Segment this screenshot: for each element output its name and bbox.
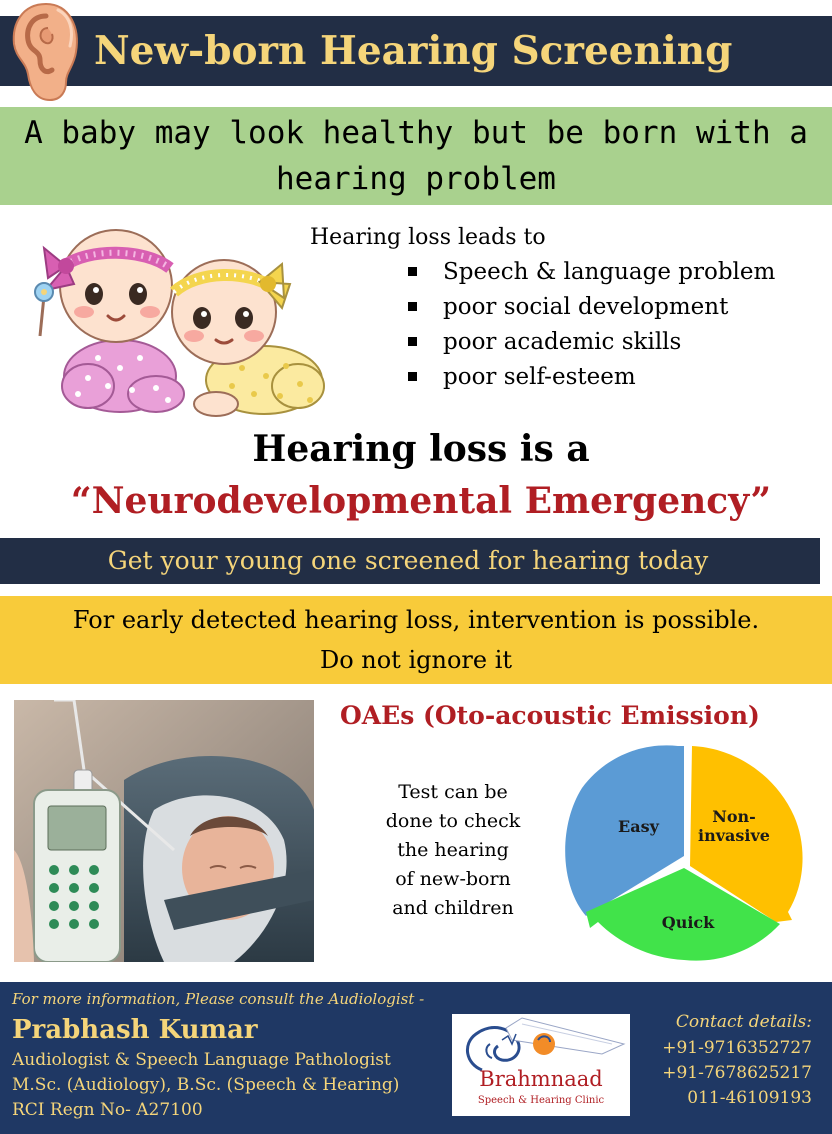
credential-line: RCI Regn No- A27100	[12, 1100, 203, 1120]
contact-label: Contact details:	[675, 1012, 812, 1032]
phone-number[interactable]: 011-46109193	[687, 1088, 812, 1108]
cycle-label-easy: Easy	[618, 817, 659, 836]
bullet-icon	[408, 302, 417, 311]
list-item-text: poor social development	[443, 294, 729, 320]
yellow-banner-text	[0, 600, 832, 680]
green-banner-line-2: hearing problem	[276, 161, 556, 197]
clinic-logo-icon	[452, 1014, 630, 1074]
list-item-text: Speech & language problem	[443, 259, 776, 285]
footer-intro: For more information, Please consult the Audiologist -	[12, 990, 425, 1008]
cycle-label-non-invasive-1: Non-	[712, 807, 756, 826]
oae-description-line: of new-born	[395, 868, 511, 890]
page-title: New-born Hearing Screening	[94, 28, 733, 74]
oae-title: OAEs (Oto-acoustic Emission)	[340, 701, 760, 730]
effects-list	[402, 255, 775, 395]
oae-description-line: and children	[392, 897, 514, 919]
clinic-logo-subtitle: Speech & Hearing Clinic	[477, 1095, 605, 1106]
cycle-label-quick: Quick	[661, 913, 715, 932]
audiologist-name: Prabhash Kumar	[12, 1015, 258, 1045]
ear-icon	[6, 0, 84, 104]
babies-illustration	[28, 208, 328, 426]
newborn-screening-photo	[14, 700, 314, 962]
phone-number[interactable]: +91-7678625217	[662, 1063, 812, 1083]
oae-description	[360, 778, 546, 923]
oae-description-line: done to check	[385, 810, 521, 832]
oae-description-line: Test can be	[398, 781, 508, 803]
list-item	[402, 360, 775, 395]
oae-description-line: the hearing	[397, 839, 509, 861]
list-item	[402, 290, 775, 325]
credential-line: M.Sc. (Audiology), B.Sc. (Speech & Hearing)	[12, 1075, 400, 1095]
screening-bar-text: Get your young one screened for hearing today	[107, 546, 709, 575]
phone-number[interactable]: +91-9716352727	[662, 1038, 812, 1058]
pink-baby	[35, 230, 184, 412]
list-item-text: poor self-esteem	[443, 364, 636, 390]
bullet-icon	[408, 267, 417, 276]
list-item	[402, 325, 775, 360]
list-item-text: poor academic skills	[443, 329, 682, 355]
green-banner-text	[0, 110, 832, 202]
yellow-baby	[172, 260, 324, 416]
oae-benefits-cycle	[560, 736, 810, 962]
cycle-label-non-invasive-2: invasive	[698, 826, 770, 845]
bullet-icon	[408, 372, 417, 381]
yellow-banner-line-2: Do not ignore it	[319, 646, 513, 674]
bullet-icon	[408, 337, 417, 346]
clinic-logo-name: Brahmnaad	[479, 1067, 603, 1091]
green-banner-line-1: A baby may look healthy but be born with a	[24, 115, 808, 151]
emergency-heading: Hearing loss is a	[252, 428, 590, 470]
yellow-banner-line-1: For early detected hearing loss, intervention is possible.	[72, 606, 760, 634]
credential-line: Audiologist & Speech Language Pathologist	[12, 1050, 391, 1070]
list-heading: Hearing loss leads to	[310, 225, 546, 250]
list-item	[402, 255, 775, 290]
emergency-subheading: “Neurodevelopmental Emergency”	[70, 480, 772, 522]
